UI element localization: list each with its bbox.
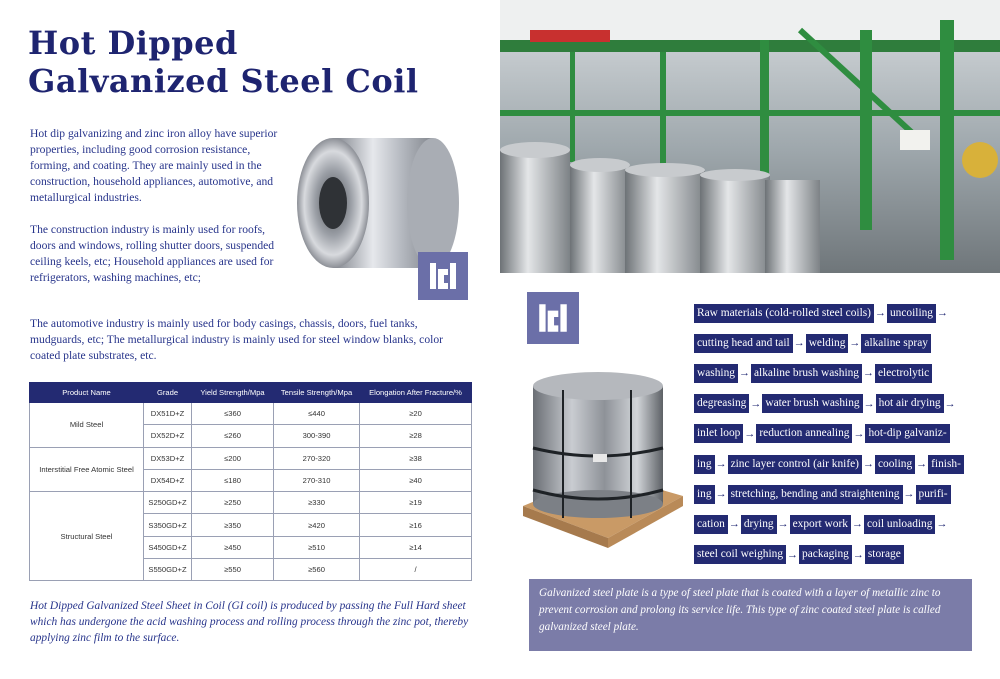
arrow-right-icon: → (853, 427, 865, 440)
arrow-right-icon: → (903, 488, 915, 501)
brand-logo-2 (527, 292, 579, 344)
cell-grade: S550GD+Z (144, 559, 192, 581)
flow-step: alkaline brush washing (751, 364, 862, 383)
flow-step: water brush washing (762, 394, 862, 413)
arrow-right-icon: → (738, 367, 750, 380)
flow-line (694, 540, 974, 570)
col-tensile: Tensile Strength/Mpa (274, 383, 360, 403)
cell-tensile: 270-310 (274, 469, 360, 491)
table-header-row (30, 383, 472, 403)
cell-grade: S450GD+Z (144, 536, 192, 558)
arrow-right-icon: → (852, 548, 864, 561)
cell-yield: ≤200 (192, 447, 274, 469)
arrow-right-icon: → (916, 458, 928, 471)
cell-grade: S350GD+Z (144, 514, 192, 536)
construction-paragraph: The construction industry is mainly used for roofs, doors and windows, rolling shutter doors, suspended ceiling keels, etc; Household appliances are used for refrigerators, washing machines, etc; (30, 223, 275, 284)
logo-icon (426, 259, 460, 293)
arrow-right-icon: → (937, 307, 948, 320)
flow-step: Raw materials (cold-rolled steel coils) (694, 304, 874, 323)
cell-elongation: ≥38 (360, 447, 472, 469)
logo-icon (535, 300, 571, 336)
table-row (30, 492, 472, 514)
cell-elongation: ≥19 (360, 492, 472, 514)
intro-paragraph: Hot dip galvanizing and zinc iron alloy have superior properties, including good corrosion resistance, forming, and coating. They are mainly used in the construction, household appliances, automotive, and metallurgical industries. (30, 127, 278, 204)
col-grade: Grade (144, 383, 192, 403)
cell-tensile: ≤440 (274, 403, 360, 425)
production-flow (694, 298, 974, 570)
cell-yield: ≤260 (192, 425, 274, 447)
flow-line (694, 509, 974, 539)
group-name: Interstitial Free Atomic Steel (30, 447, 144, 492)
arrow-right-icon: → (862, 458, 874, 471)
flow-line (694, 298, 974, 328)
flow-step: finish- (928, 455, 964, 474)
arrow-right-icon: → (851, 518, 863, 531)
title-line-1: Hot Dipped (28, 24, 238, 62)
cell-yield: ≤360 (192, 403, 274, 425)
title-line-2: Galvanized Steel Coil (28, 62, 419, 100)
cell-tensile: 270-320 (274, 447, 360, 469)
flow-step: hot-dip galvaniz- (865, 424, 949, 443)
flow-step: storage (865, 545, 904, 564)
flow-step: steel coil weighing (694, 545, 786, 564)
arrow-right-icon: → (849, 337, 861, 350)
cell-grade: DX53D+Z (144, 447, 192, 469)
flow-step: cutting head and tail (694, 334, 793, 353)
cell-yield: ≤180 (192, 469, 274, 491)
packaged-coil-image (513, 368, 688, 548)
flow-step: ing (694, 455, 715, 474)
col-elongation: Elongation After Fracture/% (360, 383, 472, 403)
factory-photo (500, 0, 1000, 273)
cell-elongation: ≥14 (360, 536, 472, 558)
cell-grade: DX51D+Z (144, 403, 192, 425)
arrow-right-icon: → (750, 397, 762, 410)
group-name: Mild Steel (30, 403, 144, 448)
flow-line (694, 419, 974, 449)
flow-step: purifi- (916, 485, 951, 504)
cell-tensile: ≥510 (274, 536, 360, 558)
col-yield: Yield Strength/Mpa (192, 383, 274, 403)
cell-elongation: ≥20 (360, 403, 472, 425)
arrow-right-icon: → (715, 488, 727, 501)
flow-step: reduction annealing (756, 424, 852, 443)
flow-line (694, 328, 974, 358)
group-name: Structural Steel (30, 492, 144, 581)
cell-grade: DX52D+Z (144, 425, 192, 447)
flow-step: packaging (799, 545, 852, 564)
info-box (529, 579, 972, 651)
flow-step: coil unloading (864, 515, 936, 534)
arrow-right-icon: → (728, 518, 740, 531)
arrow-right-icon: → (863, 367, 874, 380)
cell-tensile: ≥330 (274, 492, 360, 514)
table-row (30, 403, 472, 425)
cell-tensile: 300-390 (274, 425, 360, 447)
flow-line (694, 389, 974, 419)
flow-step: uncoiling (887, 304, 936, 323)
arrow-right-icon: → (944, 397, 956, 410)
flow-step: inlet loop (694, 424, 743, 443)
table-row (30, 447, 472, 469)
cell-elongation: ≥40 (360, 469, 472, 491)
cell-yield: ≥550 (192, 559, 274, 581)
spec-table (29, 382, 472, 581)
cell-yield: ≥450 (192, 536, 274, 558)
page-title (28, 24, 419, 100)
cell-elongation: ≥28 (360, 425, 472, 447)
arrow-right-icon: → (936, 518, 948, 531)
flow-step: alkaline spray (861, 334, 931, 353)
arrow-right-icon: → (744, 427, 756, 440)
flow-step: ing (694, 485, 715, 504)
flow-step: drying (741, 515, 777, 534)
flow-step: degreasing (694, 394, 749, 413)
flow-step: washing (694, 364, 738, 383)
brand-logo (418, 252, 468, 300)
flow-step: welding (806, 334, 849, 353)
flow-step: cation (694, 515, 728, 534)
cell-yield: ≥250 (192, 492, 274, 514)
arrow-right-icon: → (715, 458, 727, 471)
flow-step: export work (790, 515, 851, 534)
flow-step: electrolytic (875, 364, 932, 383)
flow-step: stretching, bending and straightening (728, 485, 903, 504)
info-text: Galvanized steel plate is a type of steel plate that is coated with a layer of metallic zinc to prevent corrosion and prolong its service life. This type of zinc coated steel plate is called galvanized steel plate. (539, 587, 941, 633)
arrow-right-icon: → (787, 548, 799, 561)
arrow-right-icon: → (793, 337, 805, 350)
flow-line (694, 449, 974, 479)
cell-elongation: / (360, 559, 472, 581)
arrow-right-icon: → (777, 518, 789, 531)
col-product-name: Product Name (30, 383, 144, 403)
arrow-right-icon: → (863, 397, 875, 410)
flow-step: hot air drying (876, 394, 944, 413)
gi-coil-note: Hot Dipped Galvanized Steel Sheet in Coil (GI coil) is produced by passing the Full Hard sheet which has undergone the acid washing process and rolling process through the zinc pot, thereby applying zinc film to the surface. (30, 600, 469, 644)
cell-grade: DX54D+Z (144, 469, 192, 491)
cell-yield: ≥350 (192, 514, 274, 536)
cell-elongation: ≥16 (360, 514, 472, 536)
flow-step: zinc layer control (air knife) (728, 455, 862, 474)
arrow-right-icon: → (874, 307, 886, 320)
flow-step: cooling (875, 455, 915, 474)
automotive-paragraph: The automotive industry is mainly used for body casings, chassis, doors, fuel tanks, mudguards, etc; The metallurgical industry is mainly used for steel window blanks, color coated plate substrates, etc. (30, 317, 443, 362)
flow-line (694, 479, 974, 509)
cell-grade: S250GD+Z (144, 492, 192, 514)
flow-line (694, 358, 974, 388)
cell-tensile: ≥420 (274, 514, 360, 536)
cell-tensile: ≥560 (274, 559, 360, 581)
